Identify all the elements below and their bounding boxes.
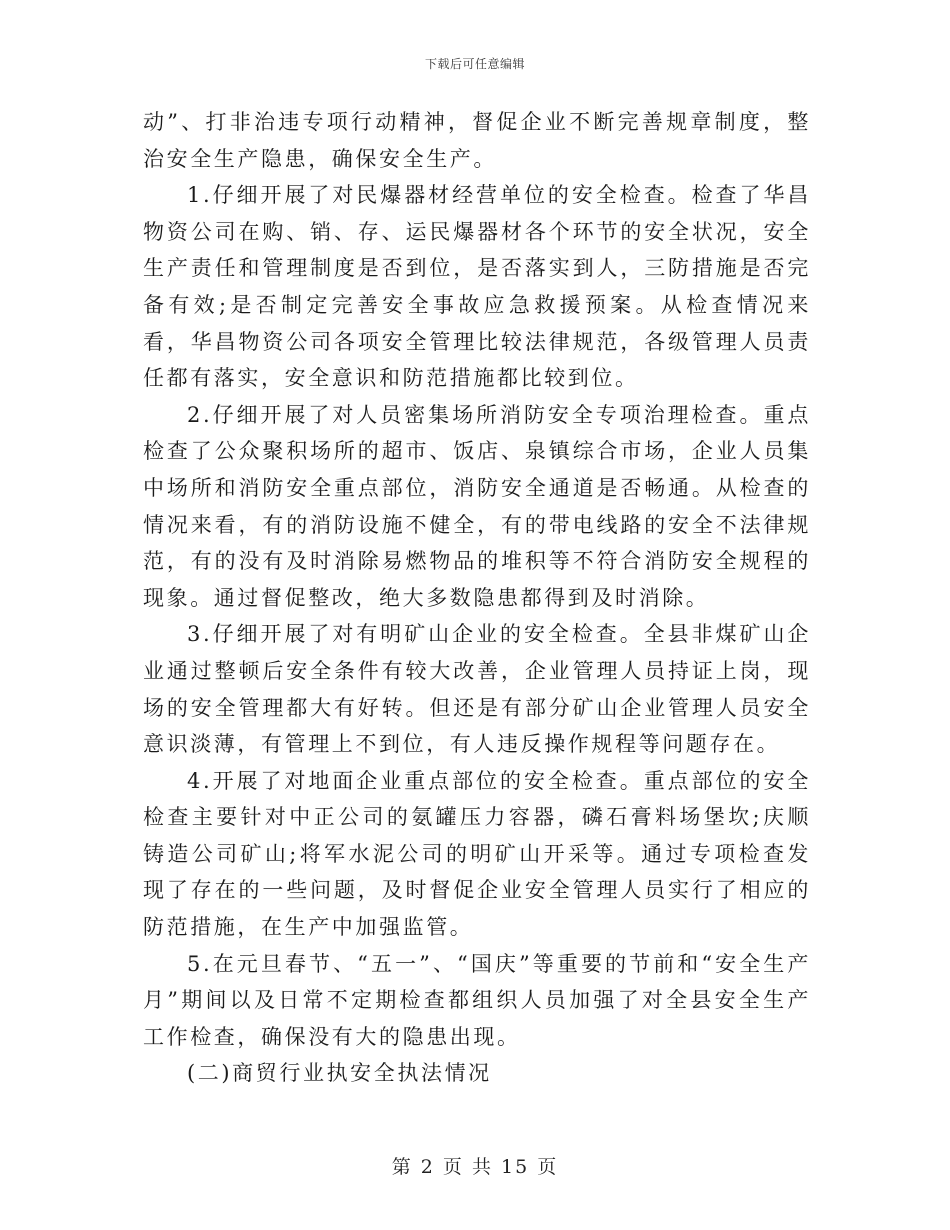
document-body [143, 104, 811, 1092]
paragraph-item-4: 4.开展了对地面企业重点部位的安全检查。重点部位的安全检查主要针对中正公司的氨罐压力容器，磷石膏料场堡坎;庆顺铸造公司矿山;将军水泥公司的明矿山开采等。通过专项检查发现了存在的一些问题，及时督促企业安全管理人员实行了相应的防范措施，在生产中加强监管。 [143, 768, 811, 940]
page-header: 下载后可任意编辑 [424, 57, 525, 71]
paragraph-item-5: 5.在元旦春节、“五一”、“国庆”等重要的节前和“安全生产月”期间以及日常不定期检查都组织人员加强了对全县安全生产工作检查，确保没有大的隐患出现。 [143, 951, 811, 1049]
paragraph-item-1: 1.仔细开展了对民爆器材经营单位的安全检查。检查了华昌物资公司在购、销、存、运民爆器材各个环节的安全状况，安全生产责任和管理制度是否到位，是否落实到人，三防措施是否完备有效;是否制定完善安全事故应急救援预案。从检查情况来看，华昌物资公司各项安全管理比较法律规范，各级管理人员责任都有落实，安全意识和防范措施都比较到位。 [143, 183, 811, 391]
paragraph-item-3: 3.仔细开展了对有明矿山企业的安全检查。全县非煤矿山企业通过整顿后安全条件有较大改善，企业管理人员持证上岗，现场的安全管理都大有好转。但还是有部分矿山企业管理人员安全意识淡薄，有管理上不到位，有人违反操作规程等问题存在。 [143, 622, 811, 757]
page-footer: 第 2 页 共 15 页 [391, 1156, 559, 1178]
paragraph-continuation: 动”、打非治违专项行动精神，督促企业不断完善规章制度，整治安全生产隐患，确保安全生产。 [143, 110, 811, 171]
section-heading: (二)商贸行业执安全执法情况 [187, 1061, 492, 1086]
paragraph-item-2: 2.仔细开展了对人员密集场所消防安全专项治理检查。重点检查了公众聚积场所的超市、饭店、泉镇综合市场，企业人员集中场所和消防安全重点部位，消防安全通道是否畅通。从检查的情况来看，有的消防设施不健全，有的带电线路的安全不法律规范，有的没有及时消除易燃物品的堆积等不符合消防安全规程的现象。通过督促整改，绝大多数隐患都得到及时消除。 [143, 402, 811, 610]
